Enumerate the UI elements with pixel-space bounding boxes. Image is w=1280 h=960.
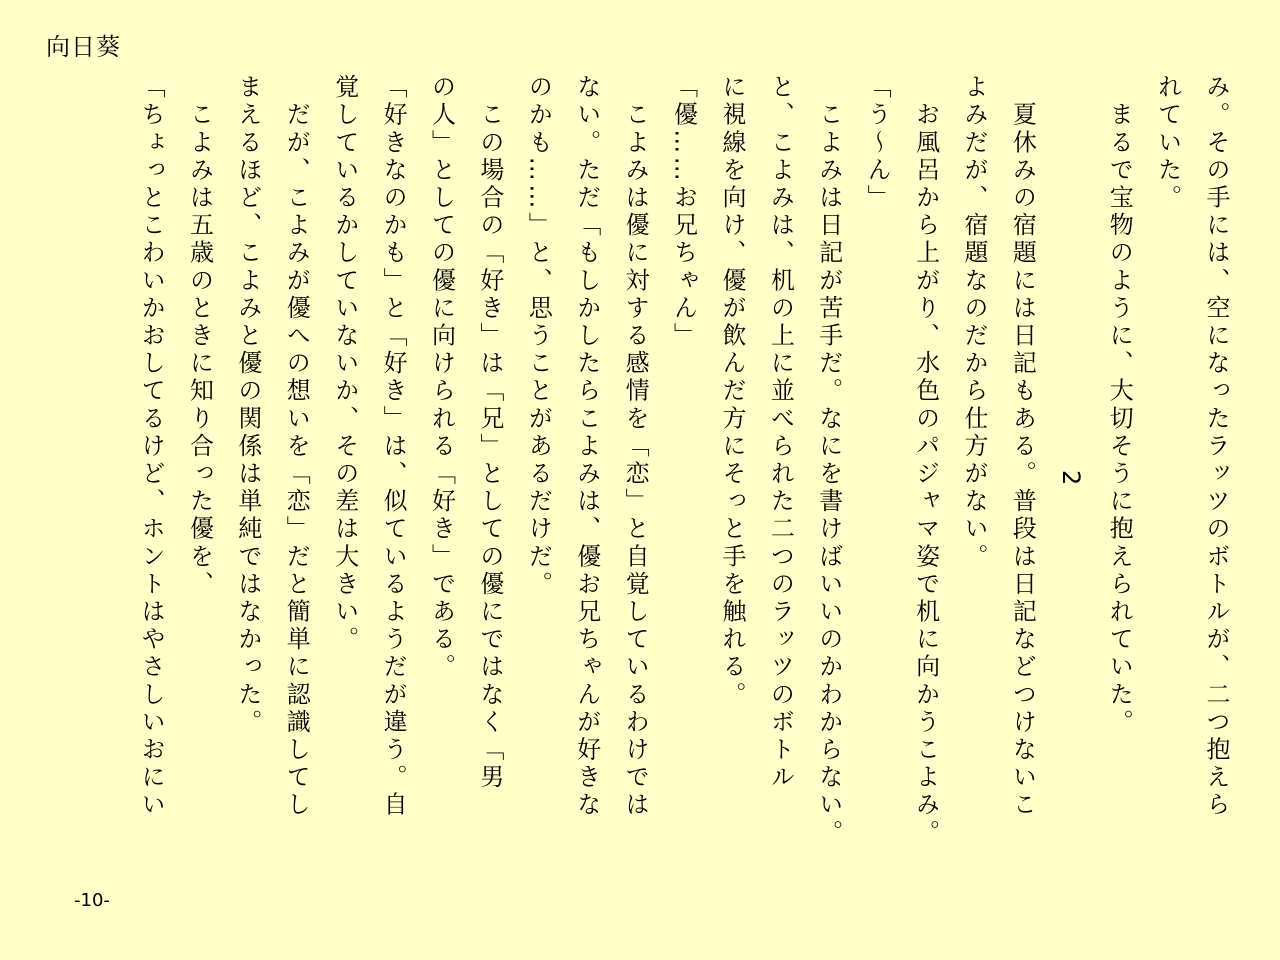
text-column: 「好きなのかも」と「好き」は、似ているようだが違う。自 <box>379 74 408 820</box>
vertical-text-body <box>40 74 1240 884</box>
text-column: の人」としての優に向けられる「好き」である。 <box>427 74 456 682</box>
text-column: れていた。 <box>1153 74 1182 212</box>
text-column: 夏休みの宿題には日記もある。普段は日記などつけないこ <box>1008 74 1037 820</box>
text-column: み。その手には、空になったラッツのボトルが、二つ抱えら <box>1202 74 1230 820</box>
text-column: まえるほど、こよみと優の関係は単純ではなかった。 <box>233 74 262 737</box>
text-column: 覚しているかしていないか、その差は大きい。 <box>330 74 359 654</box>
text-column: この場合の「好き」は「兄」としての優にではなく「男 <box>475 74 504 792</box>
text-column: まるで宝物のように、大切そうに抱えられていた。 <box>1105 74 1134 737</box>
section-heading: 2 <box>1056 469 1085 489</box>
page-number: -10- <box>74 890 110 911</box>
text-column: と、こよみは、机の上に並べられた二つのラッツのボトル <box>766 74 795 792</box>
header-title: 向日葵 <box>46 33 121 61</box>
text-column: 「優……お兄ちゃん」 <box>669 74 698 350</box>
text-column: お風呂から上がり、水色のパジャマ姿で机に向かうこよみ。 <box>911 74 940 847</box>
text-column: だが、こよみが優への想いを「恋」だと簡単に認識してし <box>282 74 311 820</box>
text-column: に視線を向け、優が飲んだ方にそっと手を触れる。 <box>717 74 746 709</box>
text-column: 「う～ん」 <box>863 74 892 212</box>
text-column: のかも……」と、思うことがあるだけだ。 <box>524 74 553 599</box>
text-column: こよみは日記が苦手だ。なにを書けばいいのかわからない。 <box>814 74 843 847</box>
text-column: こよみは五歳のときに知り合った優を、 <box>185 74 214 599</box>
text-column: ない。ただ「もしかしたらこよみは、優お兄ちゃんが好きな <box>572 74 601 820</box>
text-column: よみだが、宿題なのだから仕方がない。 <box>959 74 988 571</box>
text-column: こよみは優に対する感情を「恋」と自覚しているわけでは <box>621 74 650 820</box>
text-column: 「ちょっとこわいかおしてるけど、ホントはやさしいおにい <box>137 74 166 820</box>
